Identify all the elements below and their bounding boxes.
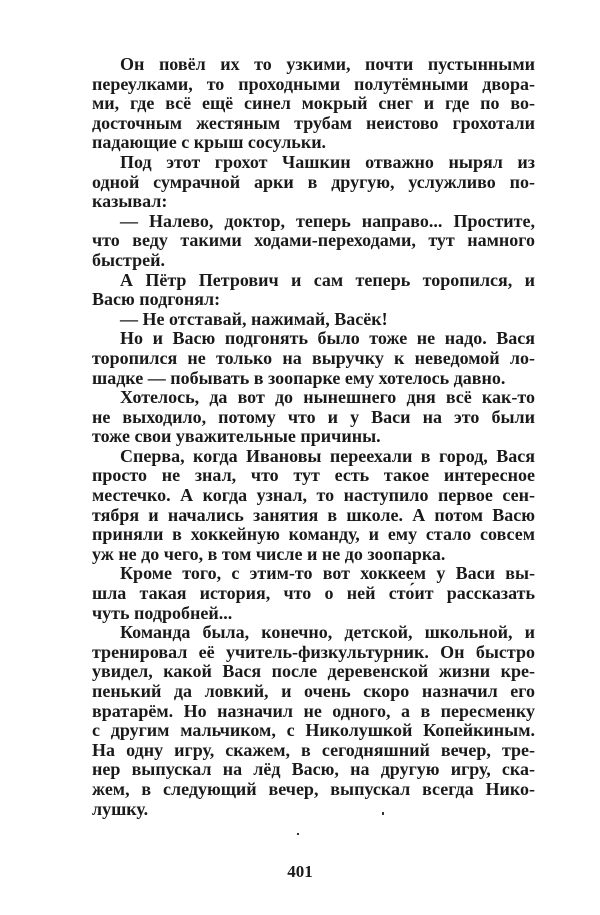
text-line: приняли в хоккейную команду, и ему стало совсем bbox=[92, 524, 535, 545]
text-line: досточным жестяным трубам неистово грохотали bbox=[92, 112, 535, 133]
paragraph bbox=[92, 310, 535, 330]
text-line: тября и начались занятия в школе. А потом Васю bbox=[92, 504, 535, 525]
text-line: не выходило, потому что и у Васи на это были bbox=[92, 406, 535, 427]
text-line: падающие с крыш сосульки. bbox=[92, 132, 327, 153]
text-line: Но и Васю подгонять было тоже не надо. Вася bbox=[120, 328, 535, 349]
text-line: уж не до чего, в том числе и не до зоопарка. bbox=[92, 543, 446, 564]
text-line: Хотелось, да вот до нынешнего дня всё как-то bbox=[120, 387, 535, 408]
text-line: тренировал её учитель-физкультурник. Он быстро bbox=[92, 641, 535, 662]
text-line: — Не отставай, нажимай, Васёк! bbox=[120, 308, 388, 329]
text-line: с другим мальчиком, с Николушкой Копейкиным. bbox=[92, 720, 535, 741]
text-line: пенький да ловкий, и очень скоро назначил его bbox=[92, 681, 535, 701]
book-page-text bbox=[92, 55, 535, 819]
paragraph bbox=[92, 271, 535, 310]
text-line: шадке — побывать в зоопарке ему хотелось давно. bbox=[92, 367, 506, 388]
text-line: шла такая история, что о ней сто́ит рассказать bbox=[92, 583, 535, 604]
text-line: Сперва, когда Ивановы переехали в город, Вася bbox=[120, 445, 535, 466]
text-line: — Налево, доктор, теперь направо... Простите, bbox=[120, 210, 535, 231]
paragraph bbox=[92, 447, 535, 565]
text-line: На одну игру, скажем, в сегодняшний вечер, тре- bbox=[92, 739, 535, 760]
text-line: быстрей. bbox=[92, 249, 165, 270]
text-line: переулками, то проходными полутёмными двора- bbox=[92, 73, 535, 94]
text-line: чуть подробней... bbox=[92, 602, 233, 623]
paragraph bbox=[92, 388, 535, 447]
text-line: просто не знал, что тут есть такое интересное bbox=[92, 465, 535, 486]
paragraph bbox=[92, 153, 535, 212]
paragraph bbox=[92, 329, 535, 388]
text-line: торопился не только на выручку к неведомой ло- bbox=[92, 347, 535, 368]
text-line: казывал: bbox=[92, 191, 168, 212]
text-line: Васю подгонял: bbox=[92, 289, 221, 310]
text-line: Под этот грохот Чашкин отважно нырял из bbox=[120, 151, 535, 172]
text-line: одной сумрачной арки в другую, услужливо по- bbox=[92, 171, 535, 192]
text-line: нер выпускал на лёд Васю, на другую игру, ска- bbox=[92, 759, 535, 780]
text-line: что веду такими ходами-переходами, тут намного bbox=[92, 230, 535, 251]
print-speck bbox=[297, 833, 299, 835]
paragraph bbox=[92, 212, 535, 271]
text-line: увидел, какой Вася после деревенской жизни кре- bbox=[92, 661, 535, 682]
paragraph bbox=[92, 55, 535, 153]
print-speck bbox=[382, 812, 384, 815]
text-line: жем, в следующий вечер, выпускал всегда Нико- bbox=[92, 778, 535, 799]
text-line: А Пётр Петрович и сам теперь торопился, и bbox=[120, 269, 535, 290]
text-line: тоже свои уважительные причины. bbox=[92, 426, 381, 447]
text-line: Команда была, конечно, детской, школьной, и bbox=[120, 622, 535, 643]
text-line: местечко. А когда узнал, то наступило первое сен- bbox=[92, 485, 535, 506]
text-line: Кроме того, с этим-то вот хоккеем у Васи вы- bbox=[120, 563, 535, 584]
text-line: Он повёл их то узкими, почти пустынными bbox=[120, 54, 535, 74]
paragraph bbox=[92, 564, 535, 623]
paragraph bbox=[92, 623, 535, 819]
text-line: вратарём. Но назначил не одного, а в пересменку bbox=[92, 700, 535, 721]
page-number: 401 bbox=[287, 862, 313, 881]
text-line: ми, где всё ещё синел мокрый снег и где по во- bbox=[92, 93, 535, 114]
text-line: лушку. bbox=[92, 798, 149, 819]
